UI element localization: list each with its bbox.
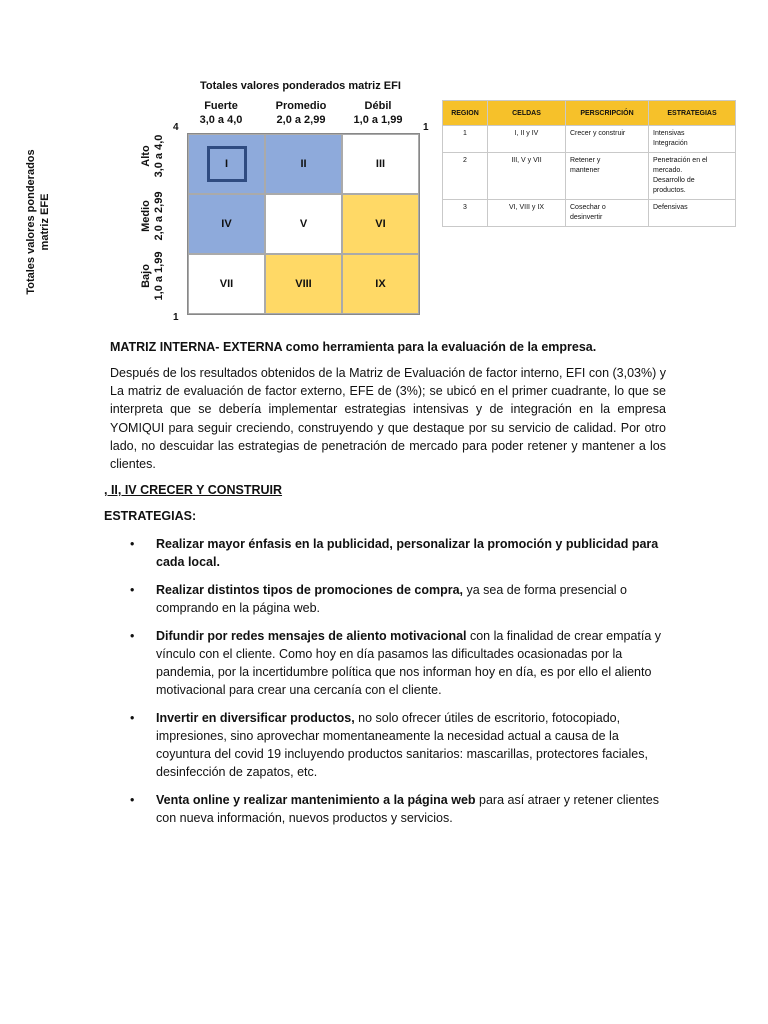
- table-row: [443, 153, 736, 200]
- table-cell-region: 1: [443, 126, 488, 153]
- bullet-icon: •: [130, 537, 135, 551]
- list-item-bold: Realizar distintos tipos de promociones de compra,: [156, 583, 464, 597]
- row-name: Medio: [140, 200, 152, 232]
- row-header-bajo: [140, 246, 166, 306]
- corner-label-top-right: 1: [423, 122, 429, 133]
- matrix-cell-label: IX: [375, 278, 386, 290]
- table-cell-celdas: III, V y VII: [488, 153, 566, 200]
- matrix-cell-ix: [342, 254, 419, 314]
- column-header-promedio: [263, 99, 339, 127]
- row-name: Bajo: [140, 264, 152, 288]
- table-cell-estrategias: Penetración en el mercado. Desarrollo de productos.: [649, 153, 736, 200]
- section-label: , II, IV CRECER Y CONSTRUIR: [104, 483, 283, 497]
- table-cell-region: 3: [443, 200, 488, 227]
- bullet-icon: •: [130, 629, 135, 643]
- table-cell-prescripcion: Cosechar o desinvertir: [566, 200, 649, 227]
- list-item: [110, 791, 670, 827]
- table-header-prescripcion: PERSCRIPCIÓN: [566, 101, 649, 126]
- row-header-alto: [140, 126, 166, 186]
- row-name: Alto: [140, 145, 152, 167]
- table-header-estrategias: ESTRATEGIAS: [649, 101, 736, 126]
- matrix-cell-vi: [342, 194, 419, 254]
- column-name: Promedio: [275, 100, 327, 112]
- efi-axis-title: Totales valores ponderados matriz EFI: [200, 80, 401, 92]
- column-name: Débil: [364, 100, 392, 112]
- table-header-row: [443, 101, 736, 126]
- list-item-text: con la finalidad de crear empatía y vínculo con el cliente. Como hoy en día pasamos las dificultades ocasionadas por la pandemia, por la incertidumbre política que nos informan hoy en día, es por ello el aliento motivacional para crear una cercanía con el cliente.: [156, 629, 662, 697]
- bullet-icon: •: [130, 711, 135, 725]
- bullet-icon: •: [130, 793, 135, 807]
- matrix-cell-label: VIII: [295, 278, 312, 290]
- matrix-cell-label: IV: [221, 218, 232, 230]
- table-cell-prescripcion: Crecer y construir: [566, 126, 649, 153]
- table-row: [443, 200, 736, 227]
- corner-label-top-left: 4: [173, 122, 179, 133]
- list-item-text: no solo ofrecer útiles de escritorio, fotocopiado, impresiones, sino aprovechar momentaneamente la necesidad actual a causa de la coyuntura del covid 19 incluyendo productos sanitarios: mascarillas, protectores faciales, desinfección de zapatos, etc.: [156, 711, 648, 779]
- table-cell-prescripcion: Retener y mantener: [566, 153, 649, 200]
- document-heading: MATRIZ INTERNA- EXTERNA como herramienta para la evaluación de la empresa.: [110, 340, 597, 354]
- corner-label-bottom-left: 1: [173, 312, 179, 323]
- matrix-cell-viii: [265, 254, 342, 314]
- list-item-bold: Realizar mayor énfasis en la publicidad, personalizar la promoción y publicidad para cada local.: [156, 537, 659, 569]
- matrix-cell-label: VI: [375, 218, 386, 230]
- list-item-text: para así atraer y retener clientes con nueva información, nuevos productos y servicios.: [156, 793, 659, 825]
- column-range: 3,0 a 4,0: [199, 114, 243, 126]
- matrix-cell-label: II: [300, 158, 307, 170]
- row-range: 1,0 a 1,99: [153, 251, 165, 301]
- list-item: [110, 627, 670, 699]
- list-item-bold: Venta online y realizar mantenimiento a la página web: [156, 793, 476, 807]
- efe-axis-title: Totales valores ponderados matriz EFE: [25, 149, 51, 295]
- matrix-cell-iii: [342, 134, 419, 194]
- matrix-cell-label: I: [224, 158, 229, 170]
- row-header-medio: [140, 186, 166, 246]
- strategy-list: [110, 535, 670, 837]
- column-range: 1,0 a 1,99: [353, 114, 403, 126]
- table-cell-region: 2: [443, 153, 488, 200]
- matrix-cell-i: [188, 134, 265, 194]
- matrix-cell-vii: [188, 254, 265, 314]
- matrix-cell-label: VII: [219, 278, 234, 290]
- matrix-cell-label: V: [299, 218, 308, 230]
- table-cell-celdas: I, II y IV: [488, 126, 566, 153]
- ie-matrix-grid: [187, 133, 420, 315]
- row-range: 3,0 a 4,0: [153, 134, 165, 178]
- table-header-celdas: CELDAS: [488, 101, 566, 126]
- table-header-region: REGION: [443, 101, 488, 126]
- list-item: [110, 709, 670, 781]
- column-header-debil: [340, 99, 416, 127]
- list-item-bold: Invertir en diversificar productos,: [156, 711, 355, 725]
- list-item-text: ya sea de forma presencial o comprando en la página web.: [156, 583, 627, 615]
- matrix-cell-label: III: [375, 158, 386, 170]
- strategies-label: ESTRATEGIAS:: [104, 509, 197, 523]
- region-strategy-table: [442, 100, 736, 227]
- analysis-paragraph: Después de los resultados obtenidos de la Matriz de Evaluación de factor interno, EFI con (3,03%) y La matriz de evaluación de factor externo, EFE de (3%); se ubicó en el primer cuadrante, lo que se interpreta que se debería implementar estrategias intensivas y de integración en la empresa YOMIQUI para seguir creciendo, construyendo y que destaque por su servicio de calidad. Por otro lado, no descuidar las estrategias de penetración de mercado para poder retener y mantener a los clientes.: [110, 366, 666, 472]
- table-cell-estrategias: Defensivas: [649, 200, 736, 227]
- list-item: [110, 581, 670, 617]
- column-range: 2,0 a 2,99: [276, 114, 326, 126]
- column-header-fuerte: [183, 99, 259, 127]
- row-range: 2,0 a 2,99: [153, 191, 165, 241]
- list-item-bold: Difundir por redes mensajes de aliento motivacional: [156, 629, 467, 643]
- table-cell-estrategias: Intensivas Integración: [649, 126, 736, 153]
- table-cell-celdas: VI, VIII y IX: [488, 200, 566, 227]
- table-row: [443, 126, 736, 153]
- bullet-icon: •: [130, 583, 135, 597]
- highlight-box: [207, 146, 247, 182]
- list-item: [110, 535, 670, 571]
- column-name: Fuerte: [204, 100, 238, 112]
- matrix-cell-iv: [188, 194, 265, 254]
- matrix-cell-v: [265, 194, 342, 254]
- matrix-cell-ii: [265, 134, 342, 194]
